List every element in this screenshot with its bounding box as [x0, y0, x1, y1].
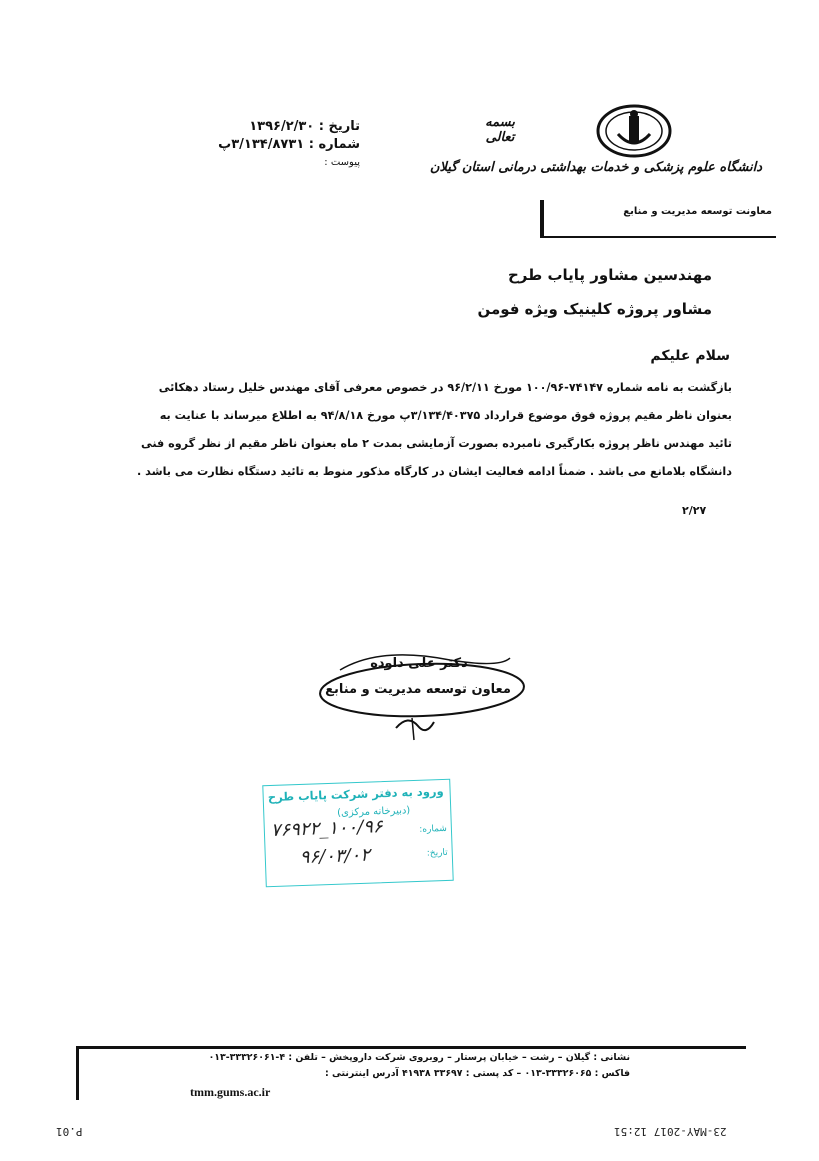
signatory-name: دکتر علی داوده [370, 656, 468, 671]
footer-rule [76, 1046, 746, 1049]
footer-fax-postal: فاکس : ۳۳۳۲۶۰۶۵-۰۱۳ – کد پستی : ۳۳۶۹۷ ۴۱۹۳۸ آدرس اینترنتی : [325, 1068, 630, 1079]
department-box [540, 200, 776, 238]
department-name: معاونت توسعه مدیریت و منابع [623, 206, 772, 217]
letter-body [112, 374, 732, 486]
fax-page-number: P.01 [56, 1125, 83, 1138]
university-emblem-icon [596, 104, 672, 158]
stamp-number-value: ۱۰۰/۹۶_۷۶۹۲۲ [270, 816, 383, 842]
fax-timestamp: 23-MAY-2017 12:51 [614, 1125, 727, 1138]
stamp-title: ورود به دفتر شرکت پایاب طرح [267, 783, 444, 805]
body-line: بعنوان ناظر مقیم پروژه فوق موضوع قرارداد ۳/۱۳۴/۴۰۳۷۵پ مورخ ۹۴/۸/۱۸ به اطلاع میرساند با عنایت به [159, 409, 732, 422]
footer-bar [76, 1046, 79, 1100]
recipient-line-1: مهندسین مشاور پایاب طرح [507, 266, 712, 284]
stamp-date-label: تاریخ: [426, 847, 448, 859]
number-line: شماره : ۳/۱۳۴/۸۷۳۱پ [218, 137, 360, 152]
date-line: تاریخ : ۱۳۹۶/۲/۳۰ [249, 119, 360, 134]
attachment-line: پیوست : [324, 157, 360, 168]
signatory-title: معاون توسعه مدیریت و منابع [325, 682, 511, 697]
recipient-block [380, 258, 712, 326]
footer-website: tmm.gums.ac.ir [190, 1085, 271, 1099]
footer [190, 1050, 630, 1100]
recipient-line-2: مشاور پروژه کلینیک ویژه فومن [477, 300, 712, 318]
salutation: سلام علیکم [650, 348, 730, 364]
footer-address: نشانی : گیلان – رشت – خیابان پرستار – روبروی شرکت داروپخش – تلفن : ۴-۳۳۳۲۶۰۶۱-۰۱۳ [208, 1052, 630, 1063]
letter-meta [190, 118, 360, 172]
body-line: بازگشت به نامه شماره ۷۴۱۴۷-۱۰۰/۹۶ مورخ ۹۶/۲/۱۱ در خصوص معرفی آقای مهندس خلیل رستاد دهکائی [158, 381, 732, 394]
stamp-subtitle: (دبیرخانه مرکزی) [336, 805, 411, 819]
signature-block [300, 640, 540, 750]
body-line: تائید مهندس ناظر پروژه بکارگیری نامبرده بصورت آزمایشی بمدت ۲ ماه بعنوان ناظر مقیم از نظر گروه فنی [141, 437, 732, 450]
stamp-number-label: شماره: [419, 823, 448, 835]
letterhead-title: بسمه تعالی [485, 115, 515, 145]
stamp-date-value: ۹۶/۰۳/۰۲ [299, 844, 371, 869]
received-stamp [262, 779, 453, 887]
university-name: دانشگاه علوم پزشکی و خدمات بهداشتی درمانی استان گیلان [429, 160, 762, 175]
reference-note: ۲/۲۷ [682, 504, 707, 517]
body-line: دانشگاه بلامانع می باشد . ضمناً ادامه فعالیت ایشان در کارگاه مذکور منوط به تائید دستگاه نظارت می باشد . [136, 465, 732, 478]
